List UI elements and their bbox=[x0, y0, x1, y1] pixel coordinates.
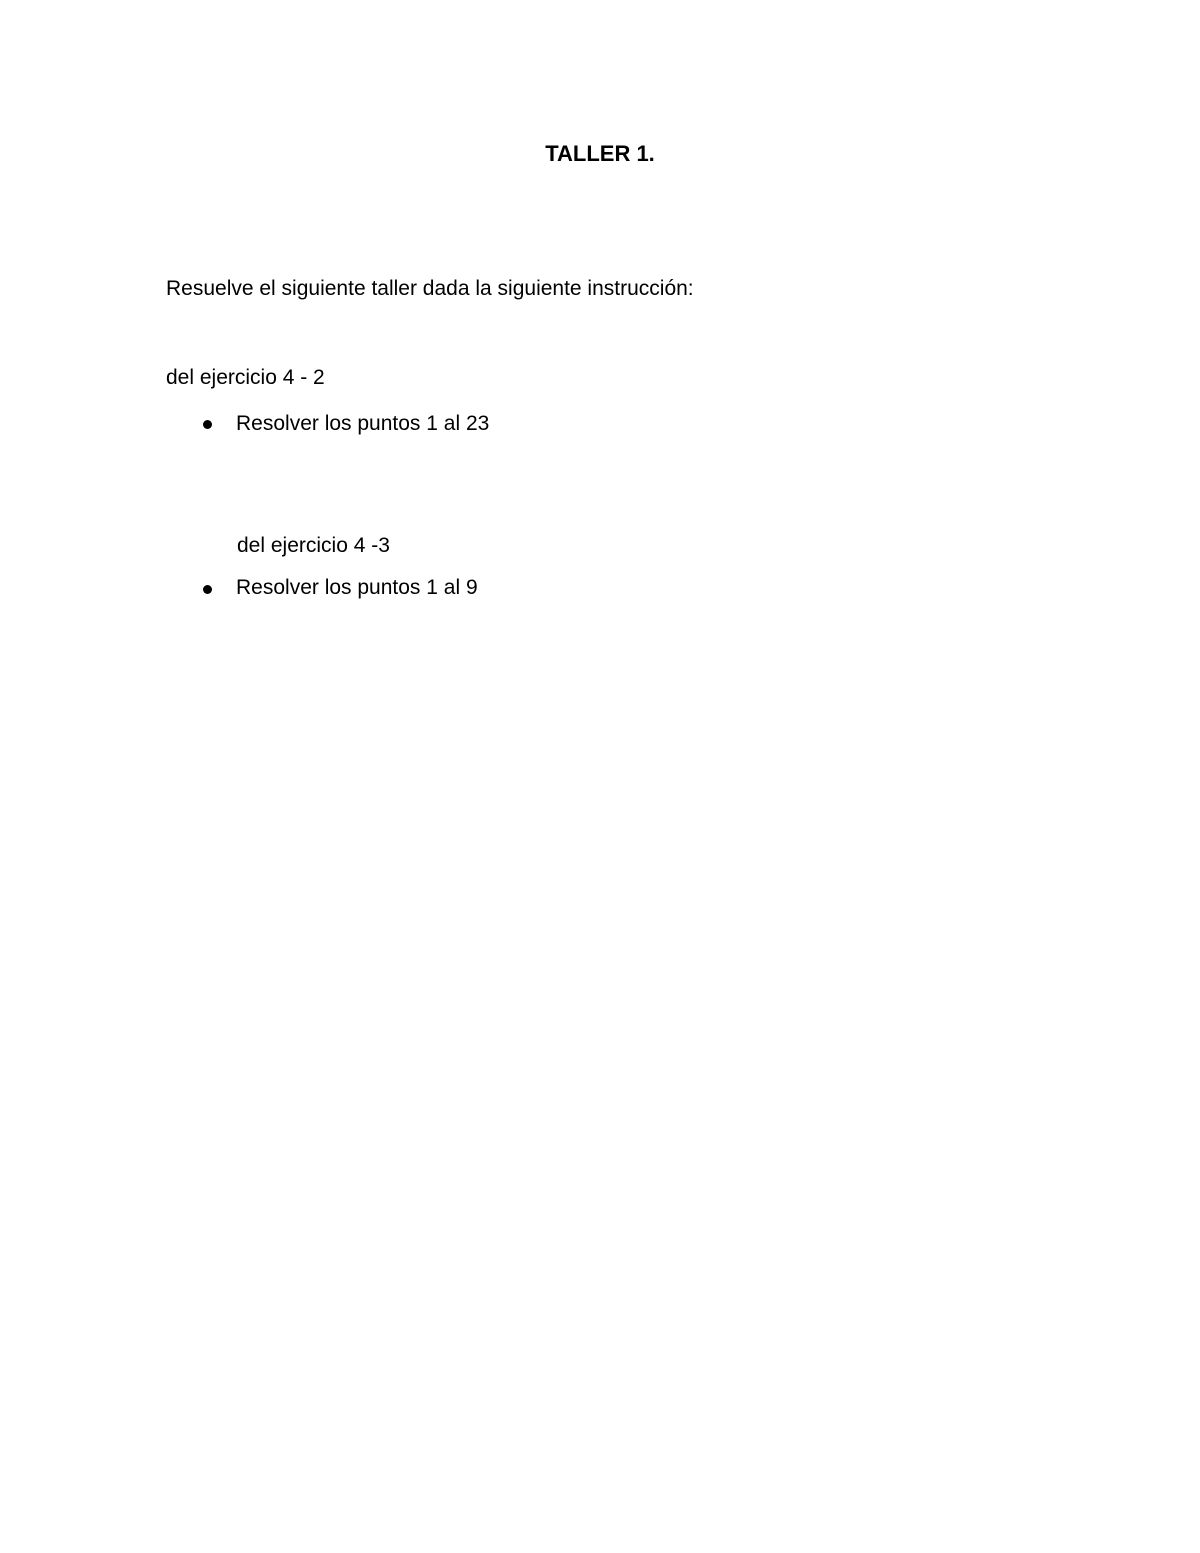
list-item: Resolver los puntos 1 al 23 bbox=[236, 412, 490, 435]
document-title: TALLER 1. bbox=[545, 141, 655, 166]
section-heading-1: del ejercicio 4 - 2 bbox=[166, 366, 325, 389]
instruction-text: Resuelve el siguiente taller dada la siguiente instrucción: bbox=[166, 277, 694, 300]
bullet-icon bbox=[203, 585, 212, 594]
bullet-icon bbox=[203, 420, 212, 429]
section-heading-2: del ejercicio 4 -3 bbox=[237, 534, 390, 557]
list-item: Resolver los puntos 1 al 9 bbox=[236, 576, 478, 599]
